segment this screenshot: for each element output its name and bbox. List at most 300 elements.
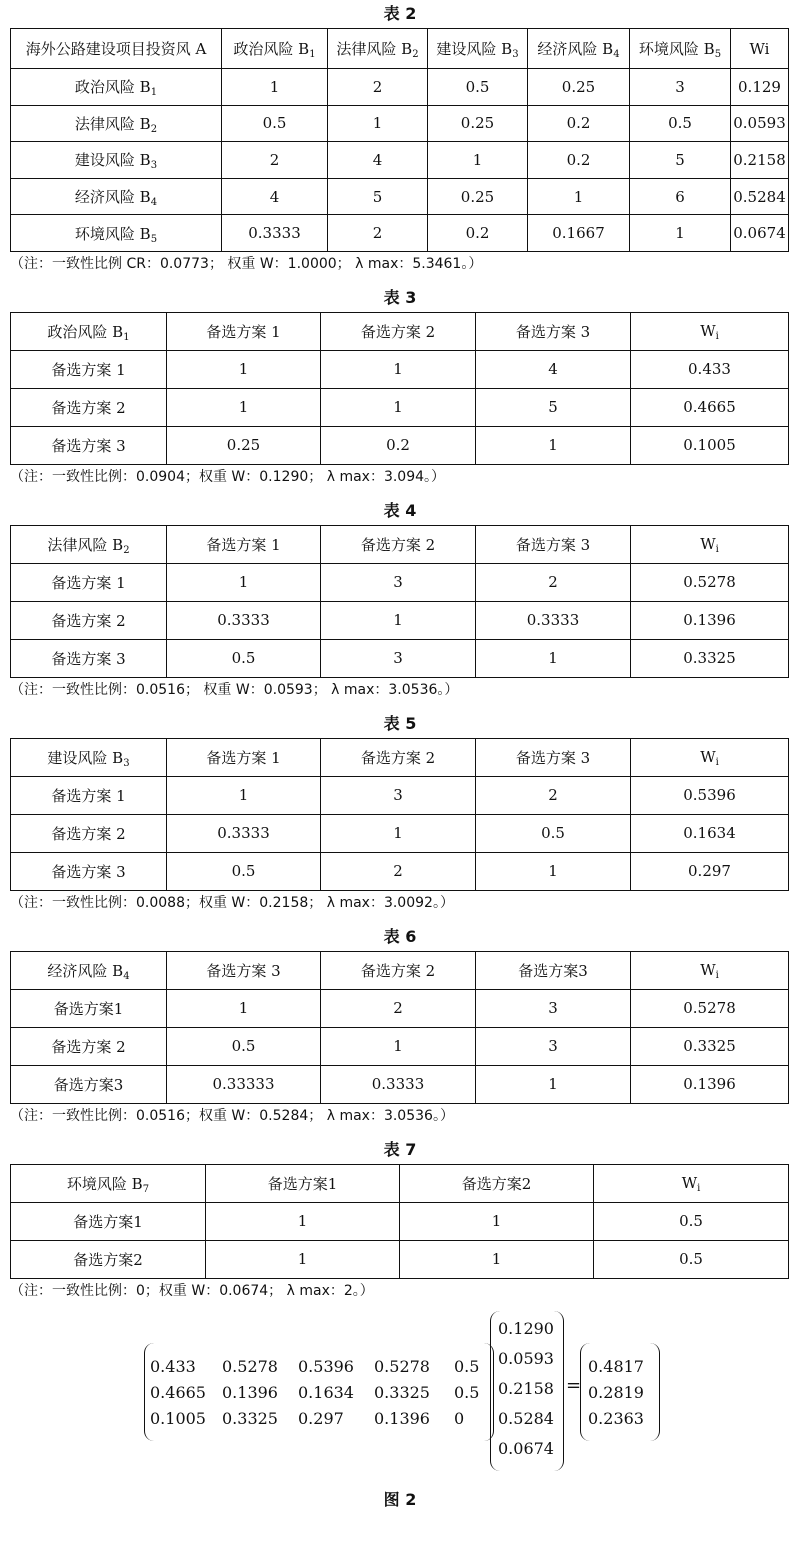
- table-row: [11, 639, 789, 677]
- cell-text: 6: [675, 187, 685, 206]
- cell-text: 0.5: [231, 862, 256, 881]
- cell-text: 2: [393, 999, 403, 1018]
- value-cell: [476, 989, 631, 1027]
- cell-text: 1: [548, 862, 558, 881]
- row-label-cell: [11, 852, 167, 890]
- value-cell: [167, 852, 321, 890]
- cell-text: 0.1396: [683, 1075, 736, 1094]
- value-cell: [167, 776, 321, 814]
- table-header-row: [11, 525, 789, 563]
- cell-text: 1: [238, 786, 249, 805]
- cell-text: 备选方案 3: [51, 862, 126, 881]
- cell-text: 1: [548, 649, 558, 668]
- value-cell: [476, 639, 631, 677]
- cell-text: 3: [548, 1037, 558, 1056]
- header-cell: [222, 29, 328, 69]
- cell-text: 1: [297, 1212, 308, 1231]
- table-row: [11, 105, 789, 142]
- row-label-cell: [11, 178, 222, 215]
- value-cell: [630, 178, 731, 215]
- value-cell: [400, 1240, 594, 1278]
- matrix-cell: 0.5278: [222, 1356, 278, 1376]
- matrix-row: [580, 1409, 660, 1429]
- table-row: [11, 426, 789, 464]
- row-label-cell: [11, 350, 167, 388]
- value-cell: [476, 852, 631, 890]
- matrix-cell: 0.0593: [498, 1348, 554, 1368]
- cell-text: 1: [393, 824, 403, 843]
- table-row: [11, 1240, 789, 1278]
- matrix-cell: 0.1290: [498, 1318, 554, 1338]
- header-cell: [11, 1164, 206, 1202]
- matrix-row: [490, 1439, 564, 1459]
- cell-text: 备选方案 2: [51, 398, 126, 417]
- cell-text: 0.5: [262, 114, 287, 133]
- header-cell: [167, 525, 321, 563]
- cell-text: 0.0674: [733, 224, 786, 243]
- subscript: 5: [714, 49, 722, 60]
- value-cell: [222, 215, 328, 252]
- header-cell: [11, 738, 167, 776]
- cell-text: 备选方案2: [461, 1174, 532, 1193]
- value-cell: [328, 178, 428, 215]
- row-label-cell: [11, 142, 222, 179]
- subscript: 5: [150, 233, 158, 245]
- cell-text: 1: [548, 436, 558, 455]
- cell-text: 0.5278: [683, 999, 736, 1018]
- table-note: （注：一致性比例 CR：0.0773； 权重 W：1.0000； λ max：5.3461。）: [10, 255, 483, 272]
- cell-text: 1: [238, 398, 249, 417]
- table-row: [11, 563, 789, 601]
- value-cell: [321, 350, 476, 388]
- matrix-cell: 0.2158: [498, 1378, 554, 1398]
- value-cell: [476, 1065, 631, 1103]
- value-cell: [476, 601, 631, 639]
- matrix-row: [490, 1349, 564, 1369]
- cell-text: 5: [675, 150, 685, 169]
- header-cell: [631, 951, 789, 989]
- matrix-cell: 0.5: [454, 1382, 480, 1402]
- subscript: 3: [123, 757, 130, 769]
- figure-caption: 图 2: [383, 1489, 417, 1509]
- value-cell: [631, 350, 789, 388]
- value-cell: [328, 215, 428, 252]
- cell-text: 环境风险 B: [66, 1174, 143, 1193]
- cell-text: 4: [372, 150, 383, 169]
- matrix-cell: 0.5284: [498, 1408, 554, 1428]
- cell-text: 1: [393, 611, 403, 630]
- cell-text: 备选方案1: [53, 999, 124, 1018]
- cell-text: 1: [238, 360, 249, 379]
- cell-text: Wi: [749, 39, 770, 58]
- value-cell: [731, 69, 789, 106]
- matrix-cell: 0.1634: [298, 1382, 354, 1402]
- cell-text: 0.433: [688, 360, 731, 379]
- matrix-cell: 0.5: [454, 1356, 480, 1376]
- matrix-cell: 0.2363: [588, 1408, 644, 1428]
- cell-text: 环境风险 B: [74, 224, 151, 243]
- header-cell: [476, 738, 631, 776]
- value-cell: [631, 426, 789, 464]
- row-label-cell: [11, 814, 167, 852]
- header-cell: [167, 738, 321, 776]
- cell-text: 备选方案1: [73, 1212, 143, 1231]
- value-cell: [321, 563, 476, 601]
- cell-text: 0.3333: [371, 1075, 425, 1094]
- header-cell: [631, 312, 789, 350]
- value-cell: [630, 142, 731, 179]
- table-row: [11, 178, 789, 215]
- cell-text: W: [700, 535, 716, 554]
- row-label-cell: [11, 1240, 206, 1278]
- cell-text: 0.3325: [683, 649, 736, 668]
- value-cell: [428, 105, 528, 142]
- cell-text: 0.25: [460, 187, 495, 206]
- table-row: [11, 852, 789, 890]
- matrix-cell: 0.1005: [150, 1408, 206, 1428]
- document: [0, 4, 800, 1309]
- value-cell: [222, 142, 328, 179]
- header-cell: [11, 525, 167, 563]
- header-cell: [11, 312, 167, 350]
- value-cell: [631, 639, 789, 677]
- cell-text: 1: [297, 1250, 308, 1269]
- data-table: [10, 951, 789, 1104]
- cell-text: 1: [372, 114, 383, 133]
- header-cell: [11, 951, 167, 989]
- cell-text: 备选方案 2: [360, 748, 436, 767]
- cell-text: 2: [548, 786, 558, 805]
- header-cell: [631, 525, 789, 563]
- value-cell: [731, 105, 789, 142]
- data-table: [10, 1164, 789, 1279]
- cell-text: 备选方案 1: [206, 322, 281, 341]
- value-cell: [476, 776, 631, 814]
- matrix-row: [490, 1379, 564, 1399]
- subscript: 1: [309, 49, 316, 60]
- cell-text: 0.5: [231, 649, 256, 668]
- table-title: 表 5: [383, 713, 417, 733]
- value-cell: [167, 563, 321, 601]
- cell-text: 1: [393, 1037, 403, 1056]
- cell-text: 备选方案 3: [515, 748, 591, 767]
- cell-text: 2: [393, 862, 403, 881]
- cell-text: 0.2: [566, 150, 591, 169]
- table-title: 表 6: [383, 926, 417, 946]
- cell-text: 1: [269, 77, 280, 96]
- matrix-cell: 0: [454, 1408, 465, 1428]
- cell-text: W: [700, 748, 716, 767]
- subscript: i: [715, 331, 719, 343]
- cell-text: 0.25: [460, 114, 495, 133]
- matrix-cell: 0.433: [150, 1356, 196, 1376]
- subscript: 4: [123, 970, 130, 982]
- table-title: 表 3: [383, 287, 417, 307]
- cell-text: 0.1005: [683, 436, 736, 455]
- table-row: [11, 989, 789, 1027]
- header-cell: [321, 738, 476, 776]
- header-cell: [476, 312, 631, 350]
- value-cell: [321, 1027, 476, 1065]
- value-cell: [476, 350, 631, 388]
- matrix-cell: 0.5396: [298, 1356, 354, 1376]
- cell-text: 0.1667: [552, 224, 605, 243]
- matrix-row: [144, 1357, 494, 1377]
- table-header-row: [11, 738, 789, 776]
- value-cell: [731, 142, 789, 179]
- cell-text: 经济风险 B: [47, 961, 124, 980]
- subscript: 2: [150, 123, 158, 135]
- value-cell: [321, 388, 476, 426]
- cell-text: 政治风险 B: [47, 322, 124, 341]
- table-row: [11, 215, 789, 252]
- matrix-cell: 0.5278: [374, 1356, 430, 1376]
- subscript: 7: [142, 1183, 150, 1195]
- cell-text: 0.5: [465, 77, 490, 96]
- cell-text: 0.2: [566, 114, 591, 133]
- subscript: 1: [150, 87, 158, 99]
- table-header-row: [11, 951, 789, 989]
- cell-text: 0.0593: [733, 114, 786, 133]
- row-label-cell: [11, 601, 167, 639]
- matrix-cell: 0.3325: [374, 1382, 430, 1402]
- value-cell: [167, 426, 321, 464]
- value-cell: [167, 814, 321, 852]
- cell-text: 2: [548, 573, 558, 592]
- value-cell: [206, 1240, 400, 1278]
- table-row: [11, 1202, 789, 1240]
- cell-text: 0.3333: [526, 611, 580, 630]
- value-cell: [630, 215, 731, 252]
- cell-text: 0.5: [668, 114, 692, 133]
- row-label-cell: [11, 1065, 167, 1103]
- cell-text: 5: [548, 398, 558, 417]
- cell-text: 4: [269, 187, 280, 206]
- table-row: [11, 601, 789, 639]
- cell-text: 0.129: [738, 77, 781, 96]
- subscript: 3: [150, 160, 158, 172]
- table-note: （注：一致性比例：0.0904；权重 W：0.1290； λ max：3.094。）: [10, 468, 446, 485]
- cell-text: 0.5284: [733, 187, 786, 206]
- cell-text: 0.5396: [683, 786, 736, 805]
- cell-text: 4: [548, 360, 558, 379]
- cell-text: 法律风险 B: [47, 535, 124, 554]
- value-cell: [321, 601, 476, 639]
- value-cell: [167, 601, 321, 639]
- table-header-row: [11, 1164, 789, 1202]
- subscript: 2: [412, 49, 419, 60]
- subscript: i: [715, 757, 719, 769]
- value-cell: [476, 563, 631, 601]
- row-label-cell: [11, 563, 167, 601]
- value-cell: [321, 989, 476, 1027]
- header-cell: [631, 738, 789, 776]
- value-cell: [476, 814, 631, 852]
- cell-text: 1: [573, 187, 584, 206]
- cell-text: 备选方案 1: [206, 535, 281, 554]
- row-label-cell: [11, 426, 167, 464]
- cell-text: 备选方案 2: [360, 322, 436, 341]
- header-cell: [328, 29, 428, 69]
- header-cell: [594, 1164, 789, 1202]
- subscript: 4: [150, 197, 158, 209]
- cell-text: 0.2: [386, 436, 410, 455]
- value-cell: [630, 69, 731, 106]
- table-title: 表 2: [383, 4, 417, 23]
- cell-text: 备选方案 2: [360, 961, 436, 980]
- value-cell: [631, 776, 789, 814]
- table-header-row: [11, 312, 789, 350]
- cell-text: 环境风险 B: [638, 40, 715, 58]
- row-label-cell: [11, 989, 167, 1027]
- value-cell: [328, 105, 428, 142]
- cell-text: 1: [393, 360, 403, 379]
- data-table: [10, 525, 789, 678]
- data-table: [10, 738, 789, 891]
- matrix-row: [490, 1319, 564, 1339]
- value-cell: [631, 1027, 789, 1065]
- cell-text: 0.3333: [217, 824, 270, 843]
- cell-text: 备选方案 1: [51, 573, 126, 592]
- table-row: [11, 350, 789, 388]
- subscript: 4: [613, 49, 620, 60]
- cell-text: 备选方案1: [267, 1174, 338, 1193]
- cell-text: 2: [269, 150, 280, 169]
- row-label-cell: [11, 388, 167, 426]
- cell-text: 0.2158: [733, 150, 786, 169]
- table-row: [11, 814, 789, 852]
- table-header-row: [11, 29, 789, 69]
- value-cell: [428, 215, 528, 252]
- value-cell: [167, 1065, 321, 1103]
- value-cell: [594, 1202, 789, 1240]
- cell-text: 备选方案 3: [515, 535, 591, 554]
- cell-text: 3: [675, 77, 685, 96]
- matrix-cell: 0.2819: [588, 1382, 644, 1402]
- value-cell: [631, 388, 789, 426]
- cell-text: 政治风险 B: [74, 78, 151, 97]
- cell-text: 备选方案 3: [206, 961, 281, 980]
- header-cell: [321, 951, 476, 989]
- matrix-row: [144, 1383, 494, 1403]
- value-cell: [594, 1240, 789, 1278]
- cell-text: 备选方案 2: [51, 611, 126, 630]
- cell-text: 备选方案 1: [51, 786, 126, 805]
- cell-text: 1: [238, 573, 249, 592]
- value-cell: [631, 852, 789, 890]
- cell-text: 经济风险 B: [537, 40, 614, 58]
- value-cell: [167, 1027, 321, 1065]
- cell-text: 0.5: [231, 1037, 256, 1056]
- table-row: [11, 142, 789, 179]
- value-cell: [631, 989, 789, 1027]
- value-cell: [428, 69, 528, 106]
- cell-text: 备选方案3: [518, 961, 588, 980]
- cell-text: 0.5: [541, 824, 565, 843]
- value-cell: [222, 178, 328, 215]
- cell-text: 1: [238, 999, 249, 1018]
- header-cell: [476, 951, 631, 989]
- value-cell: [321, 639, 476, 677]
- matrix-row: [580, 1357, 660, 1377]
- result-vector: [580, 1343, 660, 1441]
- value-cell: [631, 1065, 789, 1103]
- table-note: （注：一致性比例：0.0516； 权重 W：0.0593； λ max：3.0536。）: [10, 681, 459, 698]
- header-cell: [321, 312, 476, 350]
- weight-vector: [490, 1311, 564, 1471]
- header-cell: [206, 1164, 400, 1202]
- value-cell: [428, 142, 528, 179]
- value-cell: [167, 639, 321, 677]
- header-cell: [428, 29, 528, 69]
- value-cell: [631, 601, 789, 639]
- cell-text: 1: [675, 224, 685, 243]
- equals-sign: =: [566, 1374, 582, 1396]
- cell-text: 建设风险 B: [436, 40, 513, 58]
- table-note: （注：一致性比例：0；权重 W：0.0674； λ max：2。）: [10, 1282, 374, 1299]
- header-cell: [167, 951, 321, 989]
- matrix-a: [144, 1343, 494, 1441]
- cell-text: 0.1396: [683, 611, 736, 630]
- header-cell: [400, 1164, 594, 1202]
- value-cell: [528, 178, 630, 215]
- value-cell: [630, 105, 731, 142]
- cell-text: 3: [548, 999, 558, 1018]
- value-cell: [321, 852, 476, 890]
- cell-text: 0.3325: [683, 1037, 736, 1056]
- cell-text: 备选方案 2: [51, 1037, 126, 1056]
- cell-text: 备选方案3: [53, 1075, 124, 1094]
- table-title: 表 4: [383, 500, 417, 520]
- cell-text: 0.3333: [248, 224, 301, 243]
- row-label-cell: [11, 105, 222, 142]
- table-row: [11, 388, 789, 426]
- cell-text: 2: [372, 224, 383, 243]
- row-label-cell: [11, 1202, 206, 1240]
- subscript: 1: [123, 331, 130, 343]
- table-note: （注：一致性比例：0.0088；权重 W：0.2158； λ max：3.0092。）: [10, 894, 454, 911]
- cell-text: 0.5: [679, 1212, 703, 1231]
- row-label-cell: [11, 69, 222, 106]
- matrix-cell: 0.0674: [498, 1438, 554, 1458]
- table-row: [11, 776, 789, 814]
- cell-text: 备选方案 2: [360, 535, 436, 554]
- header-cell: [11, 29, 222, 69]
- cell-text: 法律风险 B: [74, 114, 151, 133]
- header-cell: [630, 29, 731, 69]
- cell-text: 政治风险 B: [233, 40, 310, 58]
- value-cell: [321, 1065, 476, 1103]
- cell-text: 备选方案 1: [51, 360, 126, 379]
- matrix-row: [490, 1409, 564, 1429]
- subscript: 3: [512, 49, 519, 60]
- value-cell: [428, 178, 528, 215]
- value-cell: [528, 142, 630, 179]
- cell-text: 1: [491, 1212, 502, 1231]
- matrix-row: [580, 1383, 660, 1403]
- cell-text: 0.4665: [683, 398, 736, 417]
- table-row: [11, 69, 789, 106]
- table-row: [11, 1027, 789, 1065]
- cell-text: W: [681, 1174, 698, 1193]
- value-cell: [222, 69, 328, 106]
- value-cell: [222, 105, 328, 142]
- matrix-cell: 0.4817: [588, 1356, 644, 1376]
- cell-text: 备选方案 3: [51, 649, 126, 668]
- cell-text: 备选方案2: [73, 1250, 143, 1269]
- value-cell: [731, 178, 789, 215]
- matrix-cell: 0.4665: [150, 1382, 206, 1402]
